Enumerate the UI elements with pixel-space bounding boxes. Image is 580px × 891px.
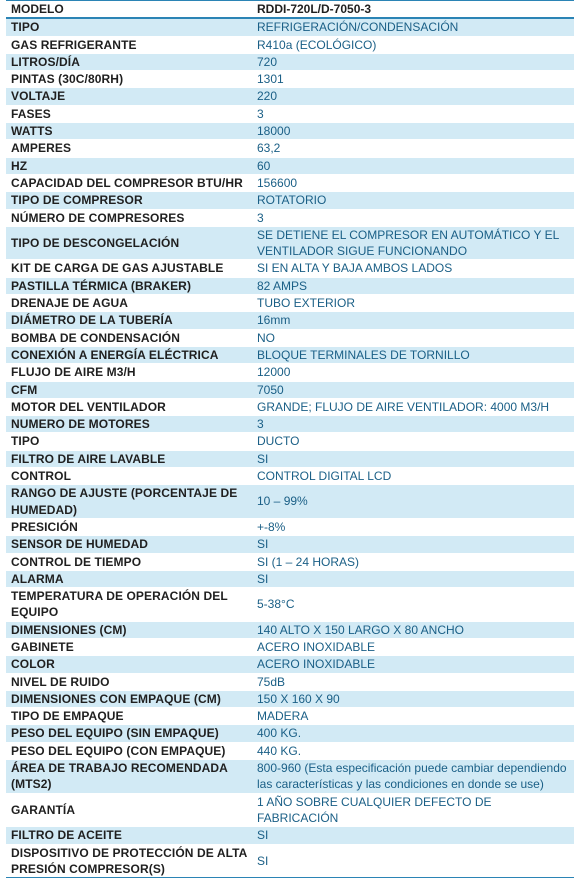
spec-label: PRESICIÓN (6, 518, 252, 535)
spec-row (6, 553, 574, 570)
spec-label: RANGO DE AJUSTE (PORCENTAJE DE HUMEDAD) (6, 485, 252, 519)
spec-value: SI EN ALTA Y BAJA AMBOS LADOS (252, 260, 574, 277)
spec-value: 63,2 (252, 140, 574, 157)
spec-value: SI (252, 450, 574, 467)
spec-value: TUBO EXTERIOR (252, 295, 574, 312)
spec-header-value: RDDI-720L/D-7050-3 (252, 1, 574, 19)
spec-row (6, 760, 574, 794)
spec-label: WATTS (6, 123, 252, 140)
spec-value: SI (252, 827, 574, 844)
spec-label: CAPACIDAD DEL COMPRESOR BTU/HR (6, 174, 252, 191)
spec-row (6, 690, 574, 707)
spec-label: KIT DE CARGA DE GAS AJUSTABLE (6, 260, 252, 277)
spec-row (6, 708, 574, 725)
spec-row (6, 621, 574, 638)
spec-header-row (6, 1, 574, 19)
spec-label: TIPO DE DESCONGELACIÓN (6, 226, 252, 260)
spec-label: CONTROL (6, 468, 252, 485)
spec-value: 150 X 160 X 90 (252, 690, 574, 707)
spec-row (6, 570, 574, 587)
spec-label: HZ (6, 157, 252, 174)
spec-label: DIÁMETRO DE LA TUBERÍA (6, 312, 252, 329)
spec-label: NUMERO DE MOTORES (6, 416, 252, 433)
spec-value: R410a (ECOLÓGICO) (252, 36, 574, 53)
spec-value: ROTATORIO (252, 192, 574, 209)
spec-label: VOLTAJE (6, 88, 252, 105)
spec-value: 7050 (252, 381, 574, 398)
spec-label: DISPOSITIVO DE PROTECCIÓN DE ALTA PRESIÓN COMPRESOR(S) (6, 844, 252, 878)
spec-row (6, 588, 574, 622)
spec-label: GAS REFRIGERANTE (6, 36, 252, 53)
spec-row (6, 725, 574, 742)
spec-row (6, 18, 574, 36)
spec-label: FILTRO DE AIRE LAVABLE (6, 450, 252, 467)
spec-value: 156600 (252, 174, 574, 191)
spec-label: NIVEL DE RUIDO (6, 673, 252, 690)
spec-row (6, 673, 574, 690)
spec-row (6, 53, 574, 70)
spec-value: 140 ALTO X 150 LARGO X 80 ANCHO (252, 621, 574, 638)
spec-label: PESO DEL EQUIPO (SIN EMPAQUE) (6, 725, 252, 742)
spec-value: 3 (252, 416, 574, 433)
spec-value: ACERO INOXIDABLE (252, 656, 574, 673)
spec-label: TIPO (6, 18, 252, 36)
spec-label: NÚMERO DE COMPRESORES (6, 209, 252, 226)
spec-label: MOTOR DEL VENTILADOR (6, 398, 252, 415)
spec-row (6, 71, 574, 88)
spec-label: BOMBA DE CONDENSACIÓN (6, 329, 252, 346)
spec-row (6, 536, 574, 553)
spec-row (6, 209, 574, 226)
spec-value: 5-38°C (252, 588, 574, 622)
spec-row (6, 346, 574, 363)
spec-label: FILTRO DE ACEITE (6, 827, 252, 844)
spec-value: 75dB (252, 673, 574, 690)
spec-value: BLOQUE TERMINALES DE TORNILLO (252, 346, 574, 363)
spec-value: CONTROL DIGITAL LCD (252, 468, 574, 485)
spec-value: 18000 (252, 123, 574, 140)
spec-label: ÁREA DE TRABAJO RECOMENDADA (MTS2) (6, 760, 252, 794)
spec-value: 720 (252, 53, 574, 70)
spec-label: TIPO (6, 433, 252, 450)
spec-row (6, 192, 574, 209)
spec-row (6, 226, 574, 260)
spec-label: DIMENSIONES (CM) (6, 621, 252, 638)
spec-label: CONTROL DE TIEMPO (6, 553, 252, 570)
spec-value: SI (252, 536, 574, 553)
spec-header-label: MODELO (6, 1, 252, 19)
spec-label: DIMENSIONES CON EMPAQUE (CM) (6, 690, 252, 707)
spec-row (6, 844, 574, 878)
spec-label: GABINETE (6, 638, 252, 655)
spec-row (6, 485, 574, 519)
spec-row (6, 416, 574, 433)
spec-label: FASES (6, 105, 252, 122)
spec-row (6, 260, 574, 277)
spec-value: 400 KG. (252, 725, 574, 742)
spec-value: ACERO INOXIDABLE (252, 638, 574, 655)
spec-row (6, 433, 574, 450)
spec-value: 220 (252, 88, 574, 105)
spec-row (6, 140, 574, 157)
spec-label: CFM (6, 381, 252, 398)
spec-label: TEMPERATURA DE OPERACIÓN DEL EQUIPO (6, 588, 252, 622)
spec-value: DUCTO (252, 433, 574, 450)
spec-value: SE DETIENE EL COMPRESOR EN AUTOMÁTICO Y EL VENTILADOR SIGUE FUNCIONANDO (252, 226, 574, 260)
spec-row (6, 364, 574, 381)
spec-value: 16mm (252, 312, 574, 329)
spec-value: 1 AÑO SOBRE CUALQUIER DEFECTO DE FABRICACIÓN (252, 793, 574, 827)
spec-label: PESO DEL EQUIPO (CON EMPAQUE) (6, 742, 252, 759)
spec-label: TIPO DE EMPAQUE (6, 708, 252, 725)
spec-value: 3 (252, 105, 574, 122)
spec-row (6, 518, 574, 535)
spec-value: SI (252, 844, 574, 878)
spec-value: REFRIGERACIÓN/CONDENSACIÓN (252, 18, 574, 36)
spec-label: ALARMA (6, 570, 252, 587)
spec-row (6, 827, 574, 844)
spec-value: 1301 (252, 71, 574, 88)
spec-row (6, 450, 574, 467)
spec-value: +-8% (252, 518, 574, 535)
spec-label: LITROS/DÍA (6, 53, 252, 70)
spec-value: MADERA (252, 708, 574, 725)
spec-row (6, 468, 574, 485)
spec-label: DRENAJE DE AGUA (6, 295, 252, 312)
spec-row (6, 398, 574, 415)
spec-row (6, 105, 574, 122)
spec-row (6, 295, 574, 312)
spec-value: 440 KG. (252, 742, 574, 759)
spec-label: FLUJO DE AIRE M3/H (6, 364, 252, 381)
spec-table-body (6, 1, 574, 878)
spec-table (6, 0, 574, 878)
spec-value: 82 AMPS (252, 277, 574, 294)
spec-row (6, 123, 574, 140)
spec-row (6, 329, 574, 346)
spec-label: CONEXIÓN A ENERGÍA ELÉCTRICA (6, 346, 252, 363)
spec-value: SI (1 – 24 HORAS) (252, 553, 574, 570)
spec-row (6, 381, 574, 398)
spec-row (6, 638, 574, 655)
spec-row (6, 174, 574, 191)
spec-row (6, 742, 574, 759)
spec-value: GRANDE; FLUJO DE AIRE VENTILADOR: 4000 M3/H (252, 398, 574, 415)
spec-value: SI (252, 570, 574, 587)
spec-row (6, 157, 574, 174)
spec-value: 12000 (252, 364, 574, 381)
spec-row (6, 36, 574, 53)
spec-label: GARANTÍA (6, 793, 252, 827)
spec-row (6, 656, 574, 673)
spec-value: NO (252, 329, 574, 346)
spec-value: 800-960 (Esta especificación puede cambiar dependiendo las características y las condiciones en donde se use) (252, 760, 574, 794)
spec-row (6, 88, 574, 105)
spec-row (6, 793, 574, 827)
spec-label: AMPERES (6, 140, 252, 157)
spec-label: COLOR (6, 656, 252, 673)
spec-value: 3 (252, 209, 574, 226)
spec-label: PINTAS (30C/80RH) (6, 71, 252, 88)
spec-label: PASTILLA TÉRMICA (BRAKER) (6, 277, 252, 294)
spec-row (6, 277, 574, 294)
spec-value: 60 (252, 157, 574, 174)
spec-row (6, 312, 574, 329)
spec-label: SENSOR DE HUMEDAD (6, 536, 252, 553)
spec-label: TIPO DE COMPRESOR (6, 192, 252, 209)
spec-value: 10 – 99% (252, 485, 574, 519)
